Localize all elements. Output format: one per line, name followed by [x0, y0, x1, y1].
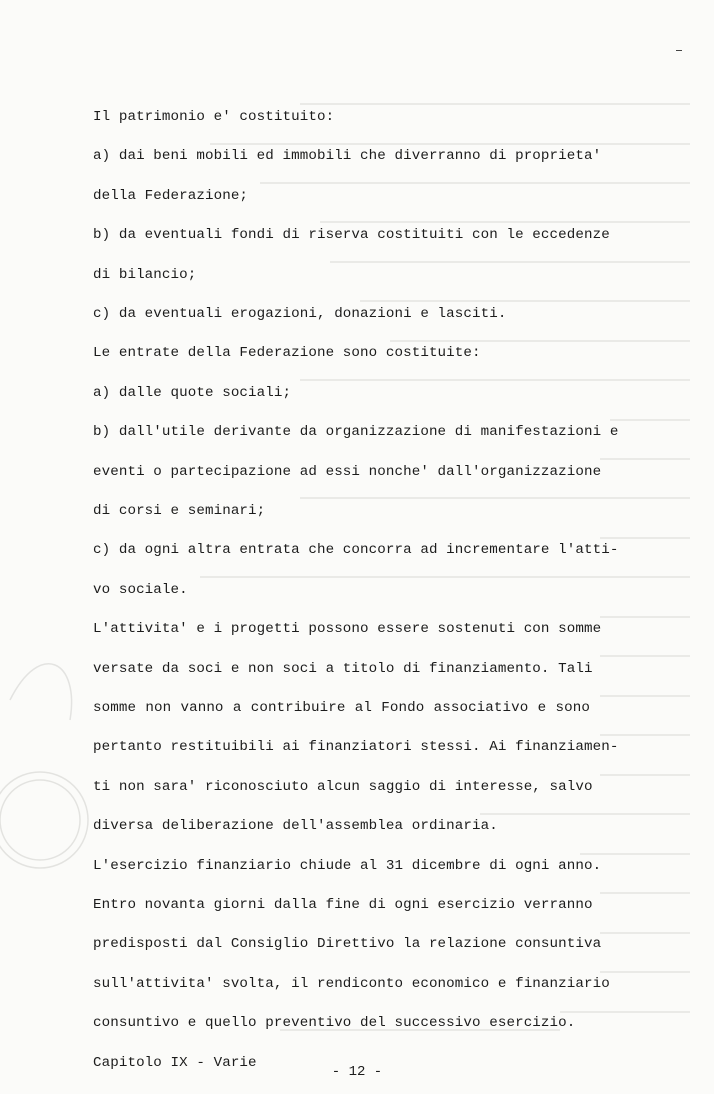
text-line: L'esercizio finanziario chiude al 31 dicembre di ogni anno. — [93, 857, 602, 874]
text-line: b) dall'utile derivante da organizzazione di manifestazioni e — [93, 424, 619, 441]
text-line: di bilancio; — [93, 266, 197, 283]
text-line: L'attivita' e i progetti possono essere sostenuti con somme — [93, 621, 602, 638]
text-line: eventi o partecipazione ad essi nonche' dall'organizzazione — [93, 463, 602, 480]
page-number: - 12 - — [331, 1064, 383, 1080]
text-line: a) dai beni mobili ed immobili che diverranno di proprieta' — [93, 148, 602, 165]
text-line: versate da soci e non soci a titolo di finanziamento. Tali — [93, 660, 593, 677]
text-line: c) da ogni altra entrata che concorra ad incrementare l'atti- — [93, 542, 619, 559]
text-line: ti non sara' riconosciuto alcun saggio di interesse, salvo — [93, 778, 593, 795]
text-line: predisposti dal Consiglio Direttivo la relazione consuntiva — [93, 936, 602, 953]
text-line: a) dalle quote sociali; — [93, 384, 292, 401]
text-line: Entro novanta giorni dalla fine di ogni esercizio verranno — [93, 897, 593, 913]
text-line: c) da eventuali erogazioni, donazioni e lasciti. — [93, 306, 507, 322]
text-line: sull'attivita' svolta, il rendiconto economico e finanziario — [93, 975, 610, 992]
text-line: Le entrate della Federazione sono costituite: — [93, 345, 481, 362]
text-line: b) da eventuali fondi di riserva costituiti con le eccedenze — [93, 227, 610, 244]
text-line: pertanto restituibili ai finanziatori stessi. Ai finanziamen- — [93, 739, 619, 756]
margin-mark — [676, 50, 682, 51]
text-line: della Federazione; — [93, 187, 249, 204]
text-line: Capitolo IX - Varie — [93, 1054, 257, 1071]
text-line: Il patrimonio e' costituito: — [93, 109, 335, 125]
text-line: di corsi e seminari; — [93, 503, 266, 519]
text-line: vo sociale. — [93, 581, 188, 598]
text-line: diversa deliberazione dell'assemblea ordinaria. — [93, 818, 498, 835]
text-line: somme non vanno a contribuire al Fondo associativo e sono — [93, 700, 590, 716]
text-line: consuntivo e quello preventivo del successivo esercizio. — [93, 1015, 576, 1032]
